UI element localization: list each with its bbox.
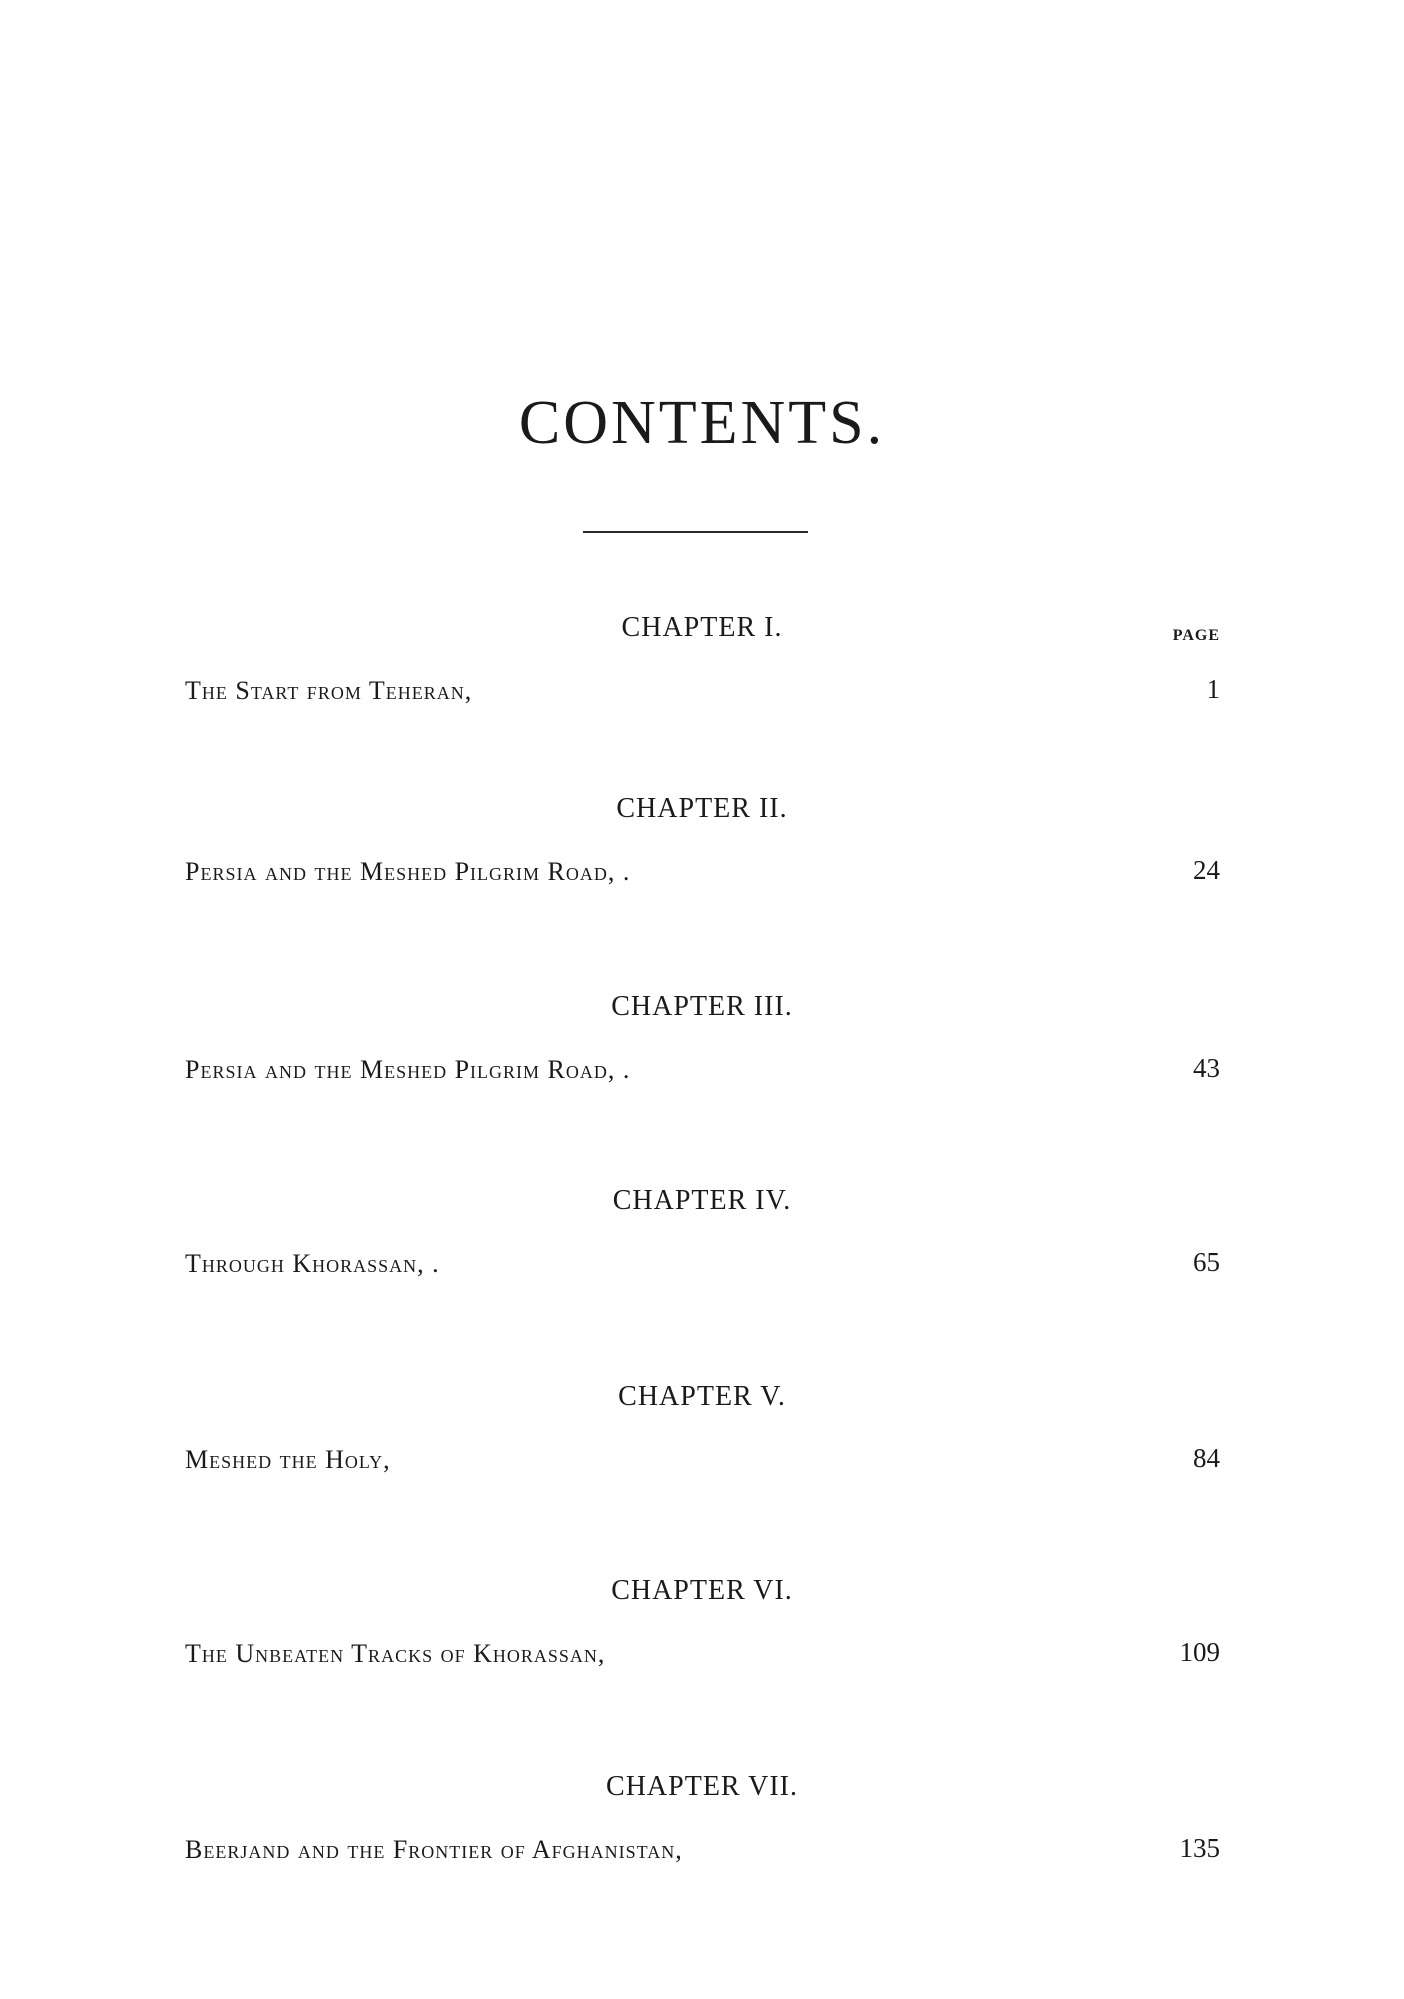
chapter-page-number: 135: [1179, 1833, 1220, 1863]
chapter-heading: CHAPTER III.: [611, 991, 793, 1022]
chapter-page-number: 109: [1179, 1637, 1220, 1667]
chapter-title: The Unbeaten Tracks of Khorassan,: [185, 1639, 606, 1668]
chapter-heading: CHAPTER VII.: [606, 1771, 798, 1802]
chapter-title: Persia and the Meshed Pilgrim Road, .: [185, 857, 631, 886]
chapter-page-number: 84: [1193, 1443, 1220, 1473]
chapter-page-number: 65: [1193, 1247, 1220, 1277]
chapter-heading: CHAPTER I.: [621, 612, 783, 643]
chapter-title: The Start from Teheran,: [185, 676, 473, 705]
chapter-title: Beerjand and the Frontier of Afghanistan,: [185, 1835, 683, 1864]
chapter-page-number: 24: [1193, 855, 1220, 885]
page-title: CONTENTS.: [518, 389, 886, 457]
chapter-page-number: 1: [1206, 674, 1220, 704]
chapter-title: Through Khorassan, .: [185, 1249, 440, 1278]
chapter-title: Meshed the Holy,: [185, 1445, 391, 1474]
chapter-heading: CHAPTER V.: [618, 1381, 786, 1412]
page-column-label: PAGE: [1172, 627, 1220, 644]
chapter-title: Persia and the Meshed Pilgrim Road, .: [185, 1055, 631, 1084]
title-rule: [583, 531, 808, 533]
chapter-heading: CHAPTER II.: [616, 793, 788, 824]
chapter-heading: CHAPTER IV.: [612, 1185, 792, 1216]
chapter-page-number: 43: [1193, 1053, 1220, 1083]
chapter-heading: CHAPTER VI.: [611, 1575, 793, 1606]
